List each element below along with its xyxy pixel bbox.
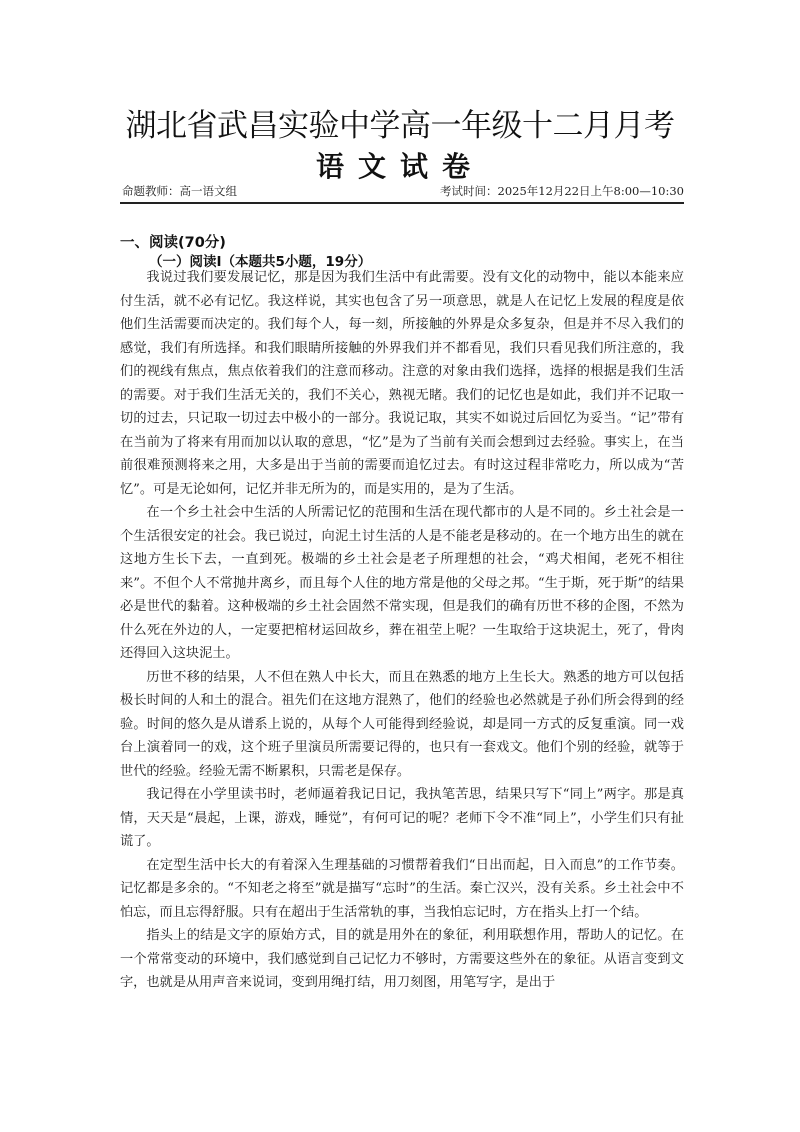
exam-time-line: 考试时间：2025年12月22日上午8:00—10:30 [440,184,684,198]
subsection-heading: （一）阅读Ⅰ（本题共5小题，19分） [149,254,372,270]
passage-paragraph: 我记得在小学里读书时，老师逼着我记日记，我执笔苦思，结果只写下“同上”两字。那是真情，天天是“晨起，上课，游戏，睡觉”，有何可记的呢？老师下令不准“同上”，小学生们只有扯谎了。 [120,787,684,849]
passage-paragraph: 历世不移的结果，人不但在熟人中长大，而且在熟悉的地方上生长大。熟悉的地方可以包括极长时间的人和土的混合。祖先们在这地方混熟了，他们的经验也必然就是子孙们所会得到的经验。时间的悠久是从谱系上说的，从每个人可能得到经验说，却是同一方式的反复重演。同一戏台上演着同一的戏，这个班子里演员所需要记得的，也只有一套戏文。他们个别的经验，就等于世代的经验。经验无需不断累积，只需老是保存。 [120,669,684,779]
passage-paragraph: 我说过我们要发展记忆，那是因为我们生活中有此需要。没有文化的动物中，能以本能来应付生活，就不必有记忆。我这样说，其实也包含了另一项意思，就是人在记忆上发展的程度是依他们生活需要而决定的。我们每个人，每一刻，所接触的外界是众多复杂，但是并不尽入我们的感觉，我们有所选择。和我们眼睛所接触的外界我们并不都看见，我们只看见我们所注意的，我们的视线有焦点，焦点依着我们的注意而移动。注意的对象由我们选择，选择的根据是我们生活的需要。对于我们生活无关的，我们不关心，熟视无睹。我们的记忆也是如此，我们并不记取一切的过去，只记取一切过去中极小的一部分。我说记取，其实不如说过后回忆为妥当。“记”带有在当前为了将来有用而加以认取的意思，“忆”是为了当前有关而会想到过去经验。事实上，在当前很难预测将来之用，大多是出于当前的需要而追忆过去。有时这过程非常吃力，所以成为“苦忆”。可是无论如何，记忆并非无所为的，而是实用的，是为了生活。 [120,270,684,497]
reading-passage [120,266,684,995]
exam-title: 湖北省武昌实验中学高一年级十二月月考 [125,108,675,144]
section-heading: 一、阅读(70分) [120,235,226,251]
passage-paragraph: 指头上的结是文字的原始方式，目的就是用外在的象征，利用联想作用，帮助人的记忆。在一个常常变动的环境中，我们感觉到自己记忆力不够时，方需要这些外在的象征。从语言变到文字，也就是从用声音来说词，变到用绳打结，用刀刻图，用笔写字，是出于 [120,928,684,990]
header-divider [120,202,684,204]
passage-paragraph: 在定型生活中长大的有着深入生理基础的习惯帮着我们“日出而起，日入而息”的工作节奏。记忆都是多余的。“不知老之将至”就是描写“忘时”的生活。秦亡汉兴，没有关系。乡土社会中不怕忘，而且忘得舒服。只有在超出于生活常轨的事，当我怕忘记时，方在指头上打一个结。 [120,857,684,920]
author-line: 命题教师：高一语文组 [122,184,237,198]
exam-subtitle: 语文试卷 [315,150,484,183]
passage-paragraph: 在一个乡土社会中生活的人所需记忆的范围和生活在现代都市的人是不同的。乡土社会是一个生活很安定的社会。我已说过，向泥土讨生活的人是不能老是移动的。在一个地方出生的就在这地方生长下去，一直到死。极端的乡土社会是老子所理想的社会，“鸡犬相闻，老死不相往来”。不但个人不常抛井离乡，而且每个人住的地方常是他的父母之邦。“生于斯，死于斯”的结果必是世代的黏着。这种极端的乡土社会固然不常实现，但是我们的确有历世不移的企图，不然为什么死在外边的人，一定要把棺材运回故乡，葬在祖茔上呢？一生取给于这块泥土，死了，骨肉还得回入这块泥土。 [120,505,684,661]
